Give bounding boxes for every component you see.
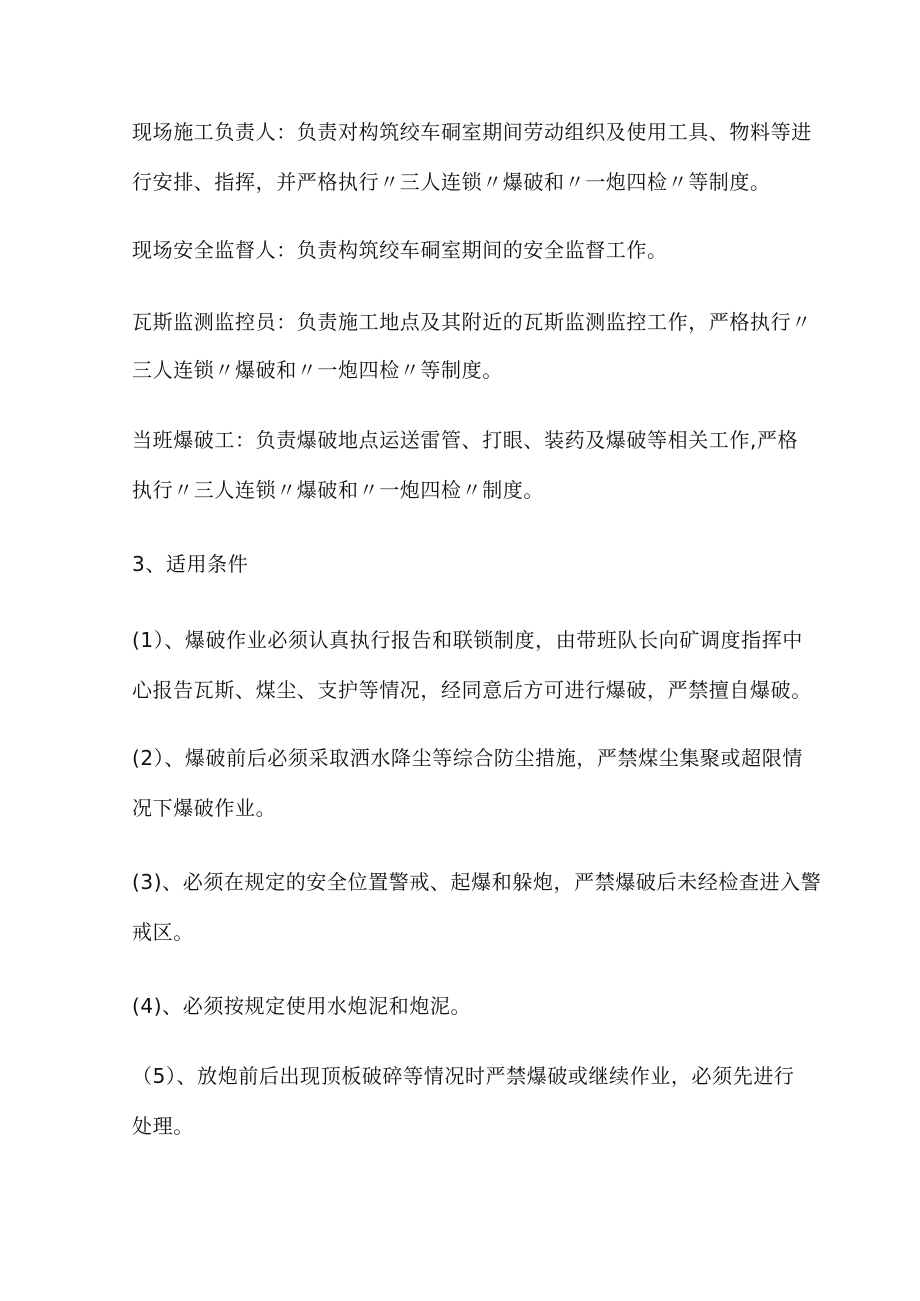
paragraph-line: 况下爆破作业。 xyxy=(132,796,277,820)
paragraph-line: 三人连锁〃爆破和〃一炮四检〃等制度。 xyxy=(132,358,503,382)
paragraph-line: 现场施工负责人：负责对构筑绞车硐室期间劳动组织及使用工具、物料等进 xyxy=(132,120,812,144)
paragraph-line: (3)、必须在规定的安全位置警戒、起爆和躲炮，严禁爆破后未经检查进入警 xyxy=(132,870,822,894)
section-heading: 3、适用条件 xyxy=(132,552,249,576)
paragraph-line: 行安排、指挥，并严格执行〃三人连锁〃爆破和〃一炮四检〃等制度。 xyxy=(132,170,771,194)
paragraph-line: 执行〃三人连锁〃爆破和〃一炮四检〃制度。 xyxy=(132,478,544,502)
paragraph-line: 当班爆破工：负责爆破地点运送雷管、打眼、装药及爆破等相关工作,严格 xyxy=(132,428,799,452)
paragraph-line: （5）、放炮前后出现顶板破碎等情况时严禁爆破或继续作业，必须先进行 xyxy=(132,1064,795,1088)
paragraph-line: 现场安全监督人：负责构筑绞车硐室期间的安全监督工作。 xyxy=(132,238,668,262)
paragraph-line: (1）、爆破作业必须认真执行报告和联锁制度，由带班队长向矿调度指挥中 xyxy=(132,628,803,652)
paragraph-line: 戒区。 xyxy=(132,920,194,944)
paragraph-line: 心报告瓦斯、煤尘、支护等情况，经同意后方可进行爆破，严禁擅自爆破。 xyxy=(132,678,812,702)
paragraph-line: 处理。 xyxy=(132,1114,194,1138)
paragraph-line: (4)、必须按规定使用水炮泥和炮泥。 xyxy=(132,994,472,1018)
paragraph-line: (2）、爆破前后必须采取洒水降尘等综合防尘措施，严禁煤尘集聚或超限情 xyxy=(132,746,803,770)
paragraph-line: 瓦斯监测监控员：负责施工地点及其附近的瓦斯监测监控工作，严格执行〃 xyxy=(132,310,812,334)
